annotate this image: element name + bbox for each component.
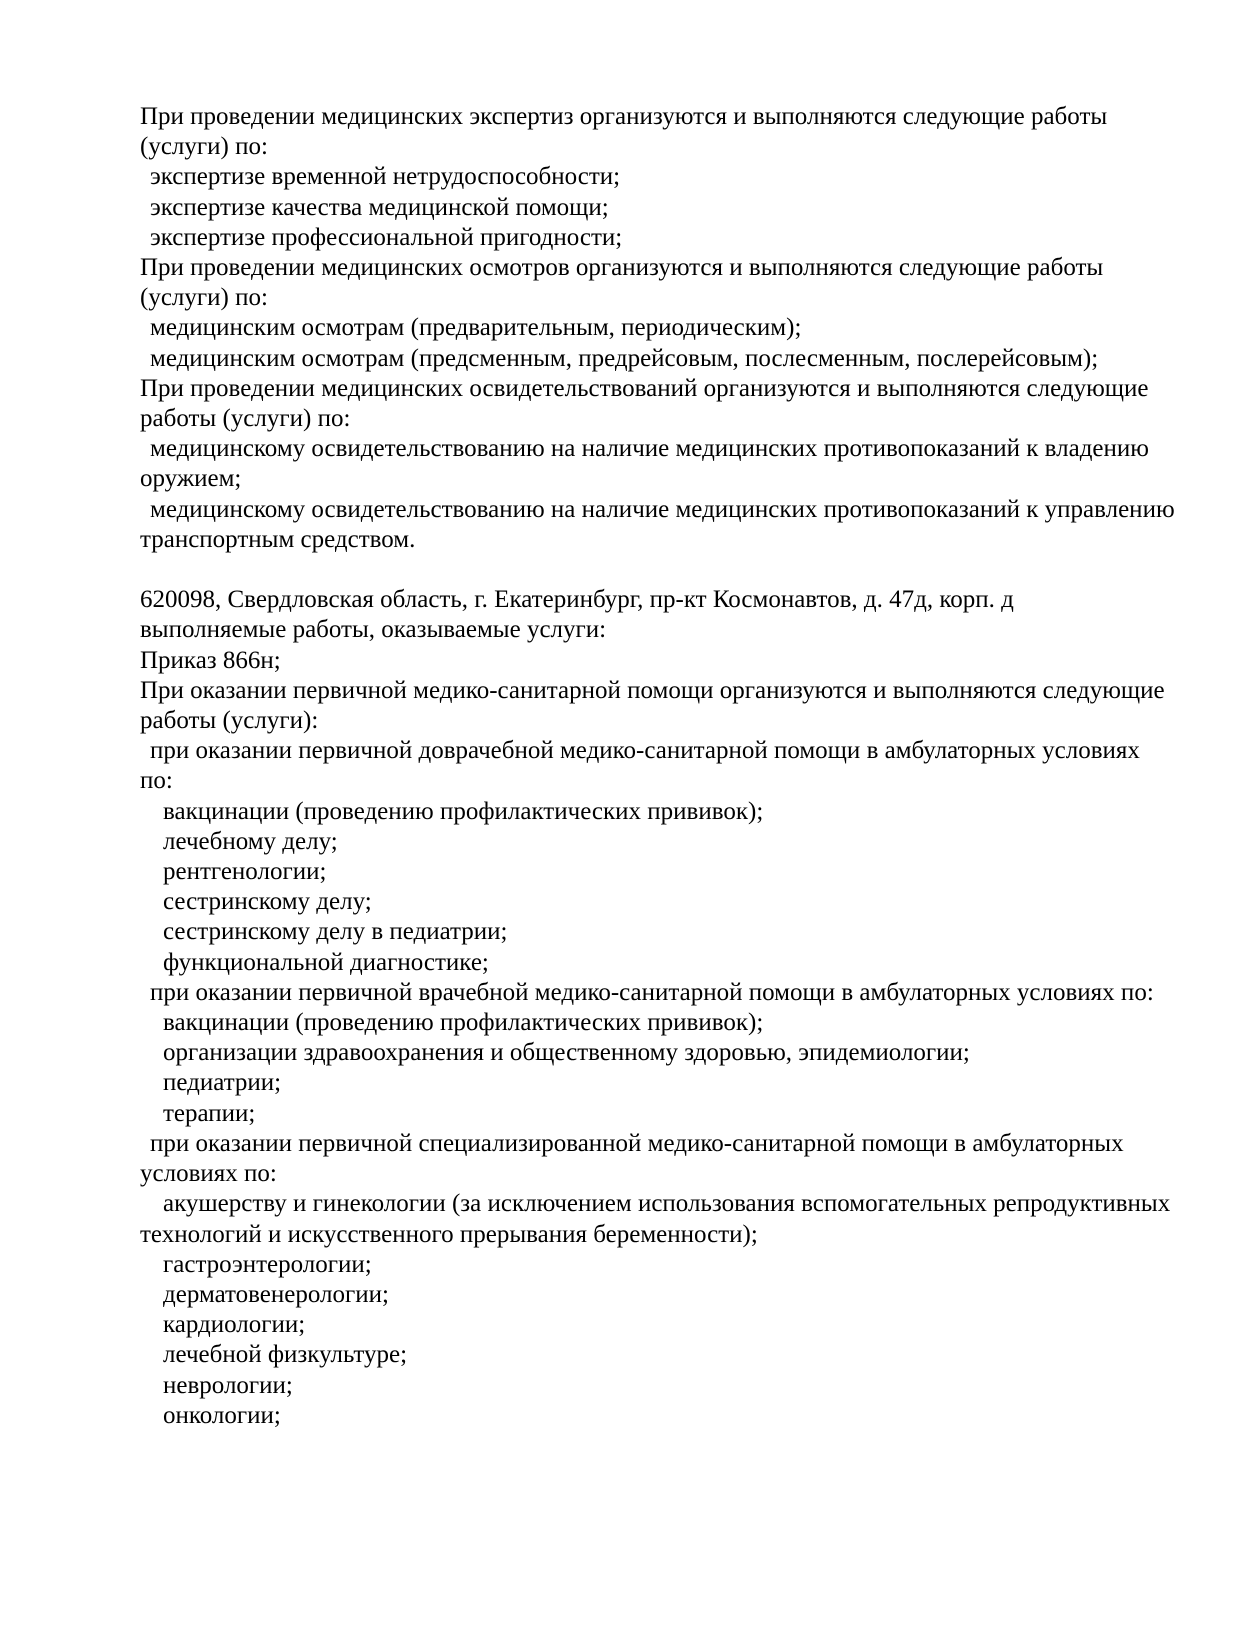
text-line: работы (услуги): (140, 707, 319, 735)
text-line: экспертизе временной нетрудоспособности; (150, 163, 621, 191)
text-line: лечебной физкультуре; (163, 1341, 408, 1369)
text-line: При проведении медицинских экспертиз организуются и выполняются следующие работы (140, 103, 1108, 130)
text-line: онкологии; (163, 1401, 281, 1429)
text-line: экспертизе качества медицинской помощи; (150, 193, 609, 221)
text-line: транспортным средством. (140, 525, 416, 553)
text-line: оружием; (140, 465, 242, 493)
text-line: сестринскому делу в педиатрии; (163, 918, 508, 946)
text-line: акушерству и гинекологии (за исключением использования вспомогательных репродуктивных (163, 1190, 1171, 1218)
text-line: при оказании первичной специализированной медико-санитарной помощи в амбулаторных (150, 1129, 1124, 1157)
text-line: условиях по: (140, 1160, 277, 1188)
document-text-block (140, 102, 1180, 1431)
text-line: функциональной диагностике; (163, 948, 489, 976)
text-line: кардиологии; (163, 1311, 306, 1339)
text-line: дерматовенерологии; (163, 1280, 389, 1308)
text-line: вакцинации (проведению профилактических прививок); (163, 1009, 764, 1037)
text-line: медицинским осмотрам (предварительным, периодическим); (150, 314, 802, 342)
text-line: (услуги) по: (140, 284, 268, 312)
text-line: медицинскому освидетельствованию на наличие медицинских противопоказаний к владению (150, 435, 1149, 463)
text-line: сестринскому делу; (163, 888, 372, 916)
blank-line (140, 555, 1180, 585)
text-line: При оказании первичной медико-санитарной помощи организуются и выполняются следующие (140, 676, 1165, 704)
text-line: вакцинации (проведению профилактических прививок); (163, 797, 764, 825)
text-line: 620098, Свердловская область, г. Екатеринбург, пр-кт Космонавтов, д. 47д, корп. д (140, 586, 1014, 614)
text-line: рентгенологии; (163, 858, 327, 886)
text-line: работы (услуги) по: (140, 405, 351, 433)
text-line: При проведении медицинских освидетельствований организуются и выполняются следующие (140, 374, 1149, 402)
text-line: экспертизе профессиональной пригодности; (150, 223, 623, 251)
text-line: медицинскому освидетельствованию на наличие медицинских противопоказаний к управлению (150, 495, 1175, 523)
text-line: технологий и искусственного прерывания беременности); (140, 1220, 758, 1248)
text-line: по: (140, 767, 173, 795)
text-line: Приказ 866н; (140, 646, 281, 674)
text-line: выполняемые работы, оказываемые услуги: (140, 616, 607, 644)
text-line: (услуги) по: (140, 133, 268, 161)
text-line: терапии; (163, 1099, 256, 1127)
text-line: неврологии; (163, 1371, 293, 1399)
text-line: при оказании первичной врачебной медико-санитарной помощи в амбулаторных условиях по: (150, 978, 1154, 1006)
text-line: При проведении медицинских осмотров организуются и выполняются следующие работы (140, 254, 1104, 282)
text-line: медицинским осмотрам (предсменным, предрейсовым, послесменным, послерейсовым); (150, 344, 1099, 372)
text-line: гастроэнтерологии; (163, 1250, 372, 1278)
text-line: педиатрии; (163, 1069, 282, 1097)
text-line: организации здравоохранения и общественному здоровью, эпидемиологии; (163, 1039, 970, 1067)
text-line: лечебному делу; (163, 827, 338, 855)
text-line: при оказании первичной доврачебной медико-санитарной помощи в амбулаторных условиях (150, 737, 1140, 765)
